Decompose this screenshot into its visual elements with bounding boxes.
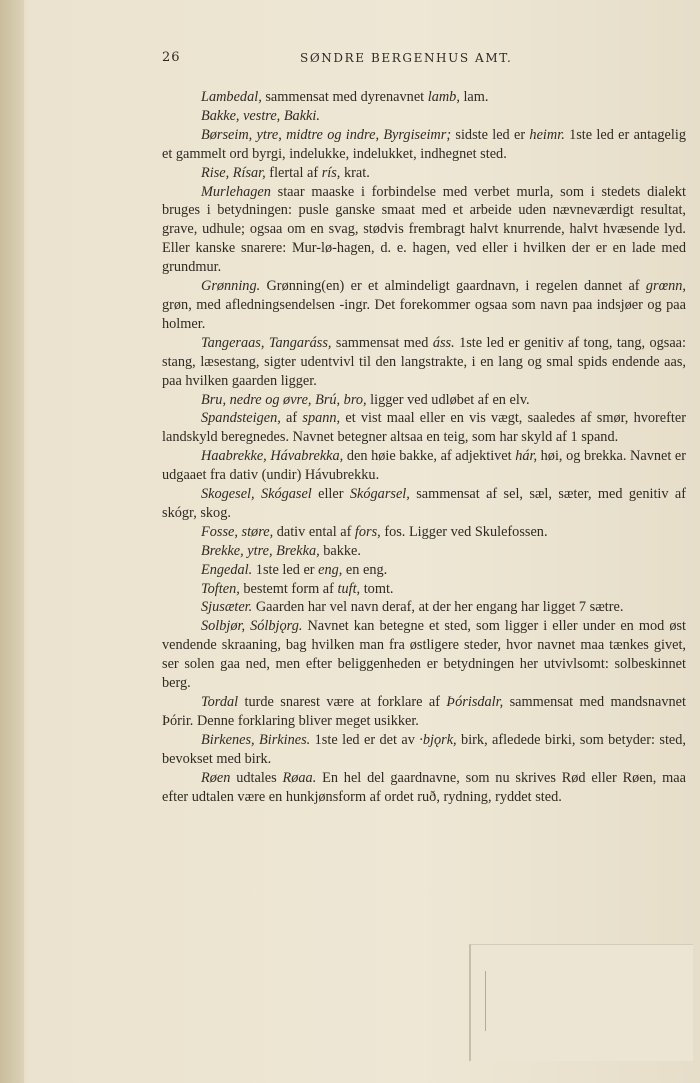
entry-toften: Toften, bestemt form af tuft, tomt. <box>201 580 394 597</box>
entry-bakke: Bakke, vestre, Bakki. <box>201 107 320 124</box>
entry-fosse: Fosse, støre, dativ ental af fors, fos. Ligger ved Skulefossen. <box>201 523 548 540</box>
entry-roen: Røen udtales Røaa. En hel del gaardnavne, som nu skrives Rød eller Røen, maa efter udtalen være en hunkjønsform af ordet ruð, rydning, ryddet sted. <box>162 769 686 805</box>
paper-slip <box>469 944 693 1061</box>
entry-lambedal: Lambedal, sammensat med dyrenavnet lamb, lam. <box>201 89 489 105</box>
page-number: 26 <box>162 50 181 65</box>
entry-engedal: Engedal. 1ste led er eng, en eng. <box>201 561 388 578</box>
entry-brekke: Brekke, ytre, Brekka, bakke. <box>201 542 361 559</box>
page-gutter <box>0 0 24 1083</box>
entry-sjusaeter: Sjusæter. Gaarden har vel navn deraf, at der her engang har ligget 7 sætre. <box>201 599 624 616</box>
running-title: SØNDRE BERGENHUS AMT. <box>300 51 513 65</box>
body-text <box>162 88 686 806</box>
entry-rise: Rise, Rísar, flertal af rís, krat. <box>201 164 370 181</box>
entry-haabrekke: Haabrekke, Hávabrekka, den høie bakke, af adjektivet hár, høi, og brekka. Navnet er udgaaet fra dativ (undir) Hávubrekku. <box>162 448 686 484</box>
slip-edge-line <box>485 971 486 1031</box>
entry-birkenes: Birkenes, Birkines. 1ste led er det av ·bjǫrk, birk, afledede birki, som betyder: sted, bevokset med birk. <box>162 731 686 767</box>
entry-borseim: Børseim, ytre, midtre og indre, Byrgiseimr; sidste led er heimr. 1ste led er antagelig et gammelt ord byrgi, indelukke, indelukket, indhegnet sted. <box>162 126 686 162</box>
entry-murlehagen: Murlehagen staar maaske i forbindelse med verbet murla, som i stedets dialekt bruges i betydningen: pusle ganske smaat med et arbeide uden nævneværdigt resultat, grave, udhule; ogsaa om en svag, stødvis frembragt halvt knurrende, halvt hvæsende lyd. Eller kanske snarere: Mur-lø-hagen, d. e. hagen, ved eller i hvilken der er en lade med grundmur. <box>162 183 686 276</box>
entry-gronning: Grønning. Grønning(en) er et almindeligt gaardnavn, i regelen dannet af grœnn, grøn, med afledningsendelsen -ingr. Det forekommer ogsaa som navn paa indsjøer og paa holmer. <box>162 278 686 332</box>
entry-spandsteigen: Spandsteigen, af spann, et vist maal eller en vis vægt, saaledes af smør, hvorefter landskyld beregnedes. Navnet betegner altsaa en teig, som har skyld af 1 spand. <box>162 410 686 446</box>
entry-tangeraas: Tangeraas, Tangaráss, sammensat med áss. 1ste led er genitiv af tong, tang, ogsaa: stang, læsestang, sigter udentvivl til den langstrakte, i en lang og smal spids endende aas, paa hvilken gaarden ligger. <box>162 334 686 389</box>
entry-tordal: Tordal turde snarest være at forklare af Þórisdalr, sammensat med mandsnavnet Þórir. Denne forklaring bliver meget usikker. <box>162 694 686 729</box>
entry-solbjor: Solbjør, Sólbjǫrg. Navnet kan betegne et sted, som ligger i eller under en mod øst vendende skraaning, bag hvilken man fra østligere steder, hvor navnet maa tænkes givet, ser solen gaa ned, men efter beliggenheden er betydningen her utvivlsomt: solbeskinnet berg. <box>162 618 686 692</box>
page-header <box>162 50 692 70</box>
entry-bru: Bru, nedre og øvre, Brú, bro, ligger ved udløbet af en elv. <box>201 391 530 408</box>
entry-skogesel: Skogesel, Skógasel eller Skógarsel, sammensat af sel, sæl, sæter, med genitiv af skógr, skog. <box>162 486 686 521</box>
